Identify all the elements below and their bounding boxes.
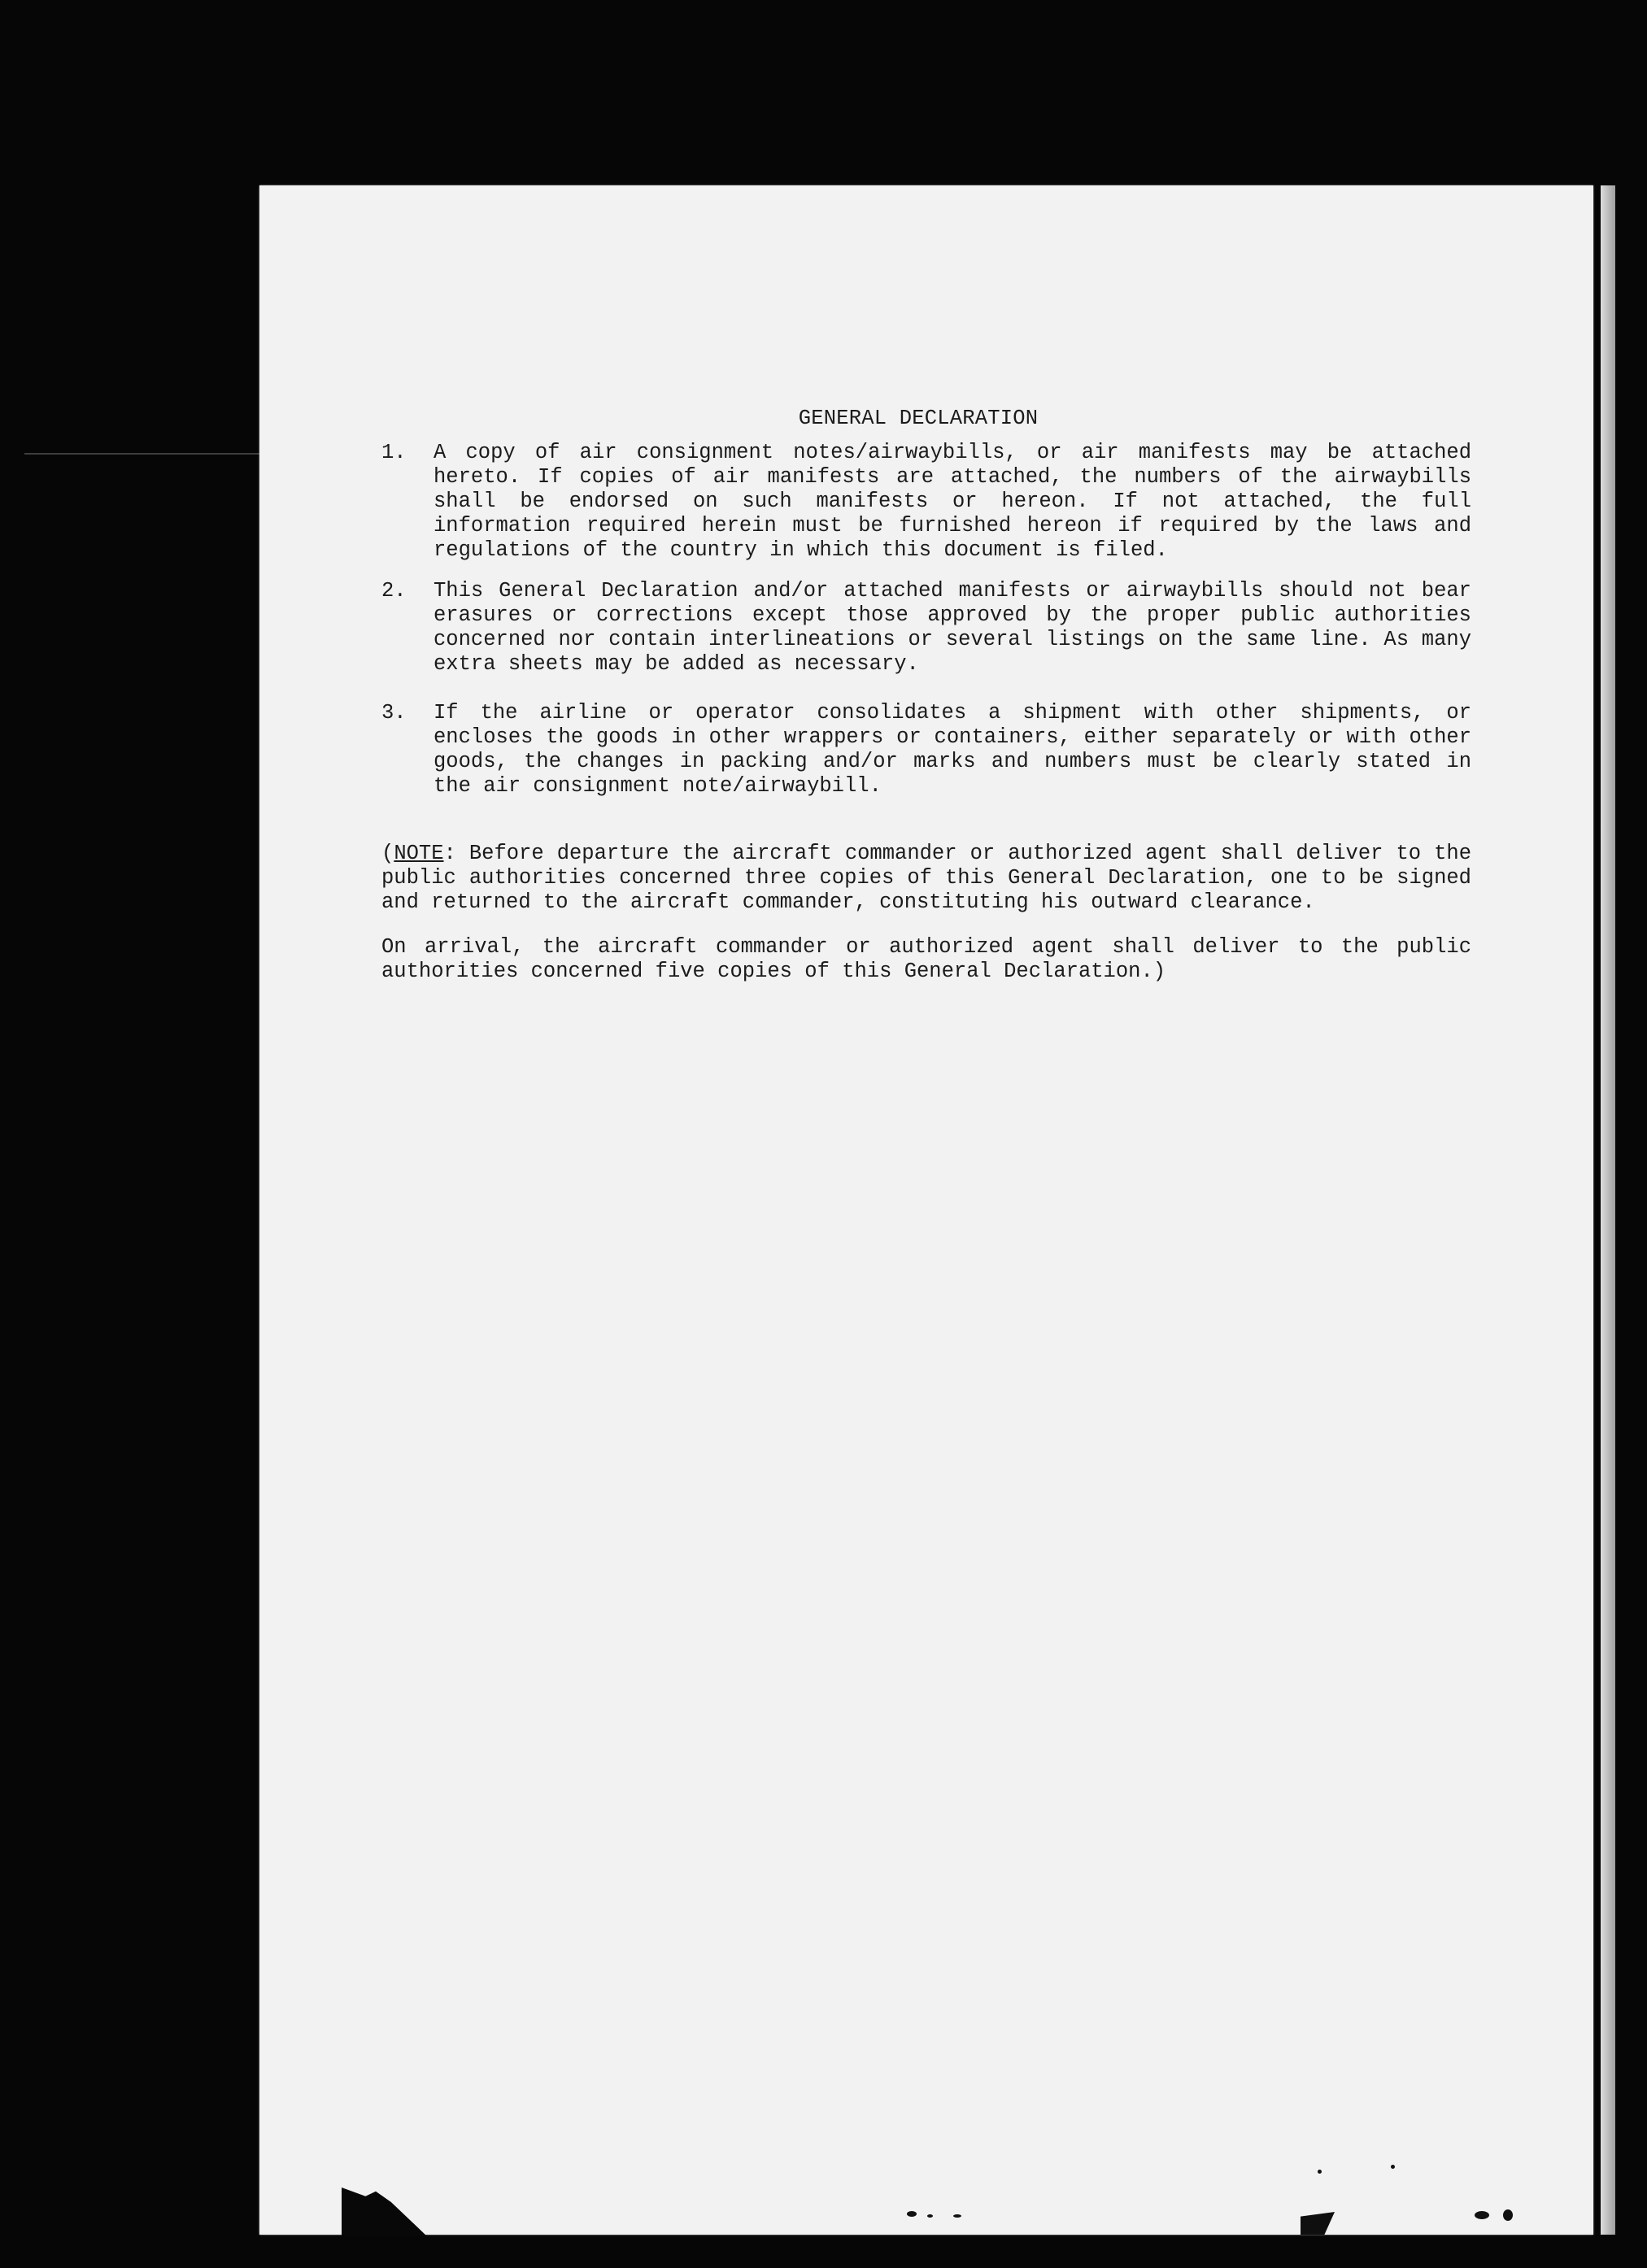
item-number: 1. xyxy=(381,441,407,464)
item-text: A copy of air consignment notes/airwaybills, or air manifests may be attached hereto. If copies of air manifests are attached, the numbers of the airwaybills shall be endorsed on such manifests or hereon. If not attached, the full information required herein must be furnished hereon if required by the laws and regulations of the country in which this document is filed. xyxy=(434,441,1471,562)
scan-speck xyxy=(1475,2211,1489,2219)
departure-note xyxy=(381,842,1471,915)
note-label: NOTE xyxy=(394,842,444,865)
document-page xyxy=(259,185,1593,2235)
item-number: 2. xyxy=(381,579,407,603)
scan-speck xyxy=(1503,2209,1513,2221)
page-edge-shadow xyxy=(1601,185,1615,2235)
scan-speck xyxy=(953,2214,961,2218)
item-number: 3. xyxy=(381,701,407,725)
document-title: GENERAL DECLARATION xyxy=(798,407,1039,430)
scan-speck xyxy=(1318,2170,1322,2174)
scan-speck xyxy=(1391,2165,1395,2169)
scan-speck xyxy=(927,2214,933,2218)
departure-note-text: : Before departure the aircraft commander or authorized agent shall deliver to the public authorities concerned three copies of this General Declaration, one to be signed and returned to the aircraft commander, constituting his outward clearance. xyxy=(381,842,1471,914)
note-open-parenthesis: ( xyxy=(381,842,394,865)
arrival-note: On arrival, the aircraft commander or authorized agent shall deliver to the public authorities concerned five copies of this General Declaration.) xyxy=(381,935,1471,983)
item-text: This General Declaration and/or attached manifests or airwaybills should not bear erasures or corrections except those approved by the proper public authorities concerned nor contain interlineations or several listings on the same line. As many extra sheets may be added as necessary. xyxy=(434,579,1471,676)
scan-speck xyxy=(907,2211,917,2217)
item-text: If the airline or operator consolidates a shipment with other shipments, or encloses the goods in other wrappers or containers, either separately or with other goods, the changes in packing and/or marks and numbers must be clearly stated in the air consignment note/airwaybill. xyxy=(434,701,1471,798)
